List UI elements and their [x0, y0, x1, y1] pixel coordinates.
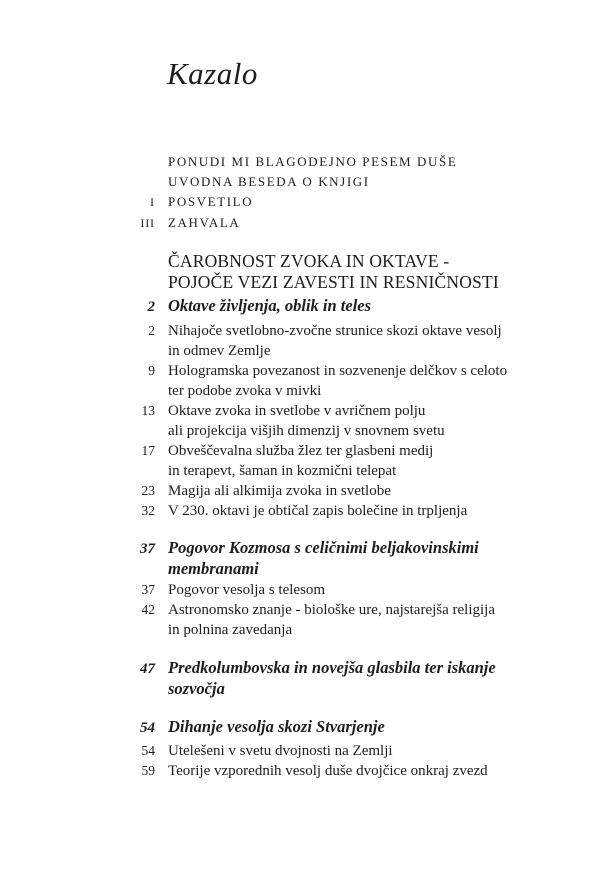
entry-text-line: Nihajoče svetlobno-zvočne strunice skozi oktave vesolj — [168, 322, 502, 339]
toc-front-matter-row — [120, 213, 580, 234]
entry-page-number: 23 — [141, 482, 155, 498]
toc-entry-row — [120, 741, 580, 761]
entry-text-line: Teorije vzporednih vesolj duše dvojčice onkraj zvezd — [168, 763, 488, 779]
entry-page-number: 37 — [141, 581, 155, 597]
toc-entry-row — [120, 501, 580, 521]
page-title: Kazalo — [167, 56, 258, 91]
entry-text-line: in polnina zavedanja — [168, 621, 293, 638]
toc-entry-row — [120, 481, 580, 501]
toc-entry-row — [120, 580, 580, 600]
toc-page-number: I — [150, 197, 155, 209]
chapter-row — [120, 295, 580, 319]
toc-entry-label: POSVETILO — [168, 194, 254, 209]
entry-text-line: ter podobe zvoka v mivki — [168, 382, 322, 399]
entry-page-number: 42 — [141, 601, 155, 617]
entry-page-number: 59 — [141, 763, 155, 778]
chapter-title-line: sozvočja — [168, 679, 225, 698]
entry-text-line: Oktave zvoka in svetlobe v avričnem polju — [168, 402, 426, 419]
entry-page-number: 2 — [148, 322, 155, 338]
entry-page-number: 54 — [141, 743, 155, 758]
entry-text-line: in odmev Zemlje — [168, 342, 271, 359]
entry-page-number: 32 — [141, 502, 155, 518]
toc-entry-row — [120, 441, 580, 481]
entry-page-number: 9 — [148, 362, 155, 378]
toc-entry-row — [120, 401, 580, 441]
toc-front-matter-row — [120, 192, 580, 213]
chapter-title: Dihanje vesolja skozi Stvarjenje — [168, 716, 385, 736]
toc-entry-label: UVODNA BESEDA O KNJIGI — [168, 174, 370, 189]
entry-text-line: ali projekcija višjih dimenzij v snovnem svetu — [168, 422, 445, 439]
part-heading — [120, 251, 580, 293]
chapter-title-line: membranami — [168, 559, 259, 578]
toc-entry-row — [120, 761, 580, 781]
chapter-page-number: 54 — [140, 719, 155, 736]
toc-entry-row — [120, 321, 580, 361]
toc-page-number: III — [140, 218, 155, 230]
entry-text-line: in terapevt, šaman in kozmični telepat — [168, 462, 397, 479]
entry-text-line: Pogovor vesolja s telesom — [168, 581, 326, 598]
chapter-row — [120, 537, 580, 580]
chapter-page-number: 37 — [140, 540, 155, 557]
part-heading-line: POJOČE VEZI ZAVESTI IN RESNIČNOSTI — [168, 272, 499, 292]
chapter-page-number: 2 — [147, 299, 155, 315]
chapter-row — [120, 716, 580, 740]
toc-entry-label: PONUDI MI BLAGODEJNO PESEM DUŠE — [168, 154, 458, 169]
chapter-title-line: Pogovor Kozmosa s celičnimi beljakovinskimi — [168, 537, 479, 557]
entry-text-line: Astronomsko znanje - biološke ure, najstarejša religija — [168, 601, 495, 618]
toc-front-matter-row — [120, 172, 580, 192]
toc-entry-label: ZAHVALA — [168, 215, 241, 230]
chapter-row — [120, 657, 580, 700]
entry-text-line: V 230. oktavi je obtičal zapis bolečine in trpljenja — [168, 502, 468, 519]
toc — [120, 152, 580, 781]
toc-front-matter-row — [120, 152, 580, 172]
entry-text-line: Obveščevalna služba žlez ter glasbeni medij — [168, 442, 434, 459]
entry-text-line: Utelešeni v svetu dvojnosti na Zemlji — [168, 743, 393, 759]
chapter-title-line: Predkolumbovska in novejša glasbila ter iskanje — [168, 657, 496, 677]
chapter-title: Oktave življenja, oblik in teles — [168, 296, 372, 315]
entry-text-line: Magija ali alkimija zvoka in svetlobe — [168, 482, 391, 499]
part-heading-line: ČAROBNOST ZVOKA IN OKTAVE - — [168, 251, 450, 271]
entry-page-number: 17 — [141, 442, 155, 458]
entry-text-line: Hologramska povezanost in sozvenenje delčkov s celoto — [168, 362, 508, 379]
entry-page-number: 13 — [141, 402, 155, 418]
toc-entry-row — [120, 361, 580, 401]
toc-entry-row — [120, 600, 580, 640]
chapter-page-number: 47 — [140, 660, 155, 677]
